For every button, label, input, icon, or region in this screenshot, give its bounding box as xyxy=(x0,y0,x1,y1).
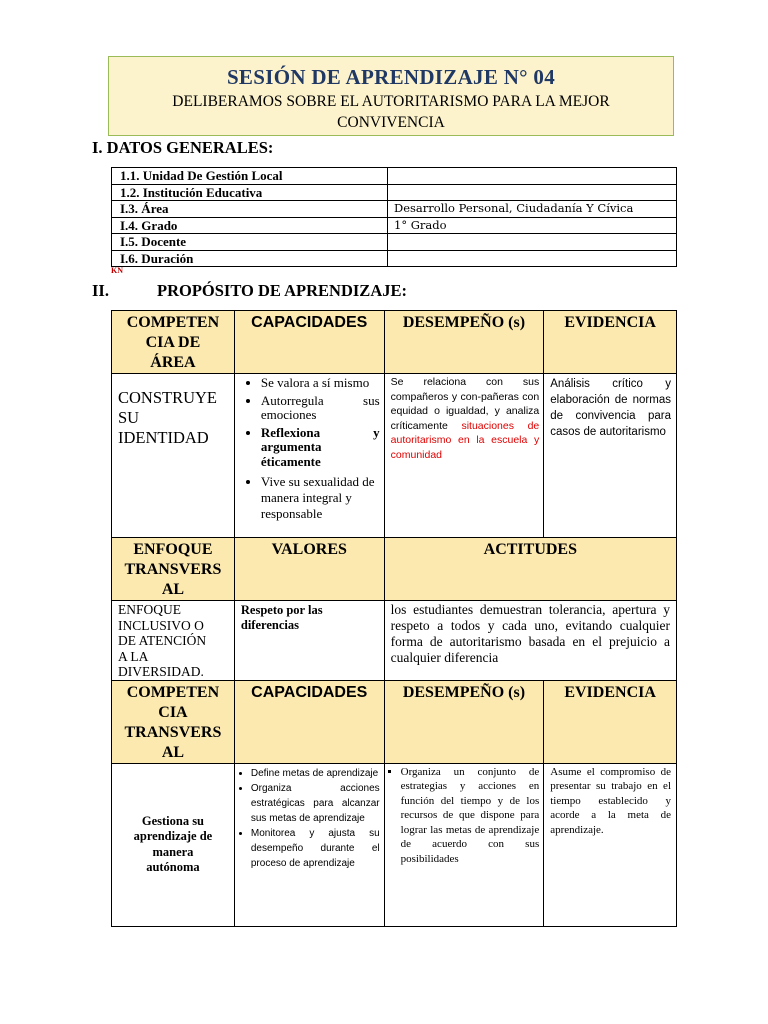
table-row xyxy=(112,763,677,926)
session-subtitle-line1: DELIBERAMOS SOBRE EL AUTORITARISMO PARA LA MEJOR xyxy=(172,93,610,110)
list-item: • Se valora a sí mismo xyxy=(261,376,380,391)
table-row xyxy=(112,601,677,681)
table-row xyxy=(112,217,677,234)
desempeno-cell: Se relaciona con sus compañeros y con-pañeras con equidad o igualdad, y analiza críticamente situaciones de autoritarismo en la escuela y comunidad xyxy=(384,374,544,538)
list-item: • Organiza acciones estratégicas para alcanzar sus metas de aprendizaje xyxy=(251,781,380,826)
title-box xyxy=(108,56,674,136)
section-proposito-heading: PROPÓSITO DE APRENDIZAJE: xyxy=(157,281,407,300)
table-row xyxy=(112,250,677,267)
header-evidencia: EVIDENCIA xyxy=(544,311,677,374)
datos-label: I.3. Área xyxy=(112,201,388,218)
capacidades-cell xyxy=(234,763,384,926)
proposito-table xyxy=(111,310,677,927)
datos-value xyxy=(388,234,677,251)
datos-generales-table xyxy=(111,167,677,267)
header-evidencia: EVIDENCIA xyxy=(544,680,677,763)
table-row xyxy=(112,184,677,201)
datos-label: 1.2. Institución Educativa xyxy=(112,184,388,201)
competencia-transversal-cell: Gestiona su aprendizaje de manera autónoma xyxy=(112,763,235,926)
enfoque-cell: ENFOQUE INCLUSIVO O DE ATENCIÓN A LA DIVERSIDAD. xyxy=(112,601,235,681)
table-row xyxy=(112,234,677,251)
header-competencia-transversal: COMPETEN CIA TRANSVERS AL xyxy=(112,680,235,763)
datos-value xyxy=(388,184,677,201)
valores-cell: Respeto por las diferencias xyxy=(234,601,384,681)
table-header-row xyxy=(112,680,677,763)
header-desempeno: DESEMPEÑO (s) xyxy=(384,680,544,763)
header-valores: VALORES xyxy=(234,538,384,601)
datos-value: Desarrollo Personal, Ciudadanía Y Cívica xyxy=(388,201,677,218)
kn-mark: KN xyxy=(111,266,123,275)
header-competencia: COMPETEN CIA DE ÁREA xyxy=(112,311,235,374)
session-title: SESIÓN DE APRENDIZAJE N° 04 xyxy=(226,65,556,89)
actitudes-cell: los estudiantes demuestran tolerancia, apertura y respeto a todos y cada uno, evitando cualquier forma de autoritarismo basada en el prejuicio a cualquier diferencia xyxy=(384,601,676,681)
section-datos-heading: I. DATOS GENERALES: xyxy=(92,138,274,157)
list-item: • Reflexiona y argumenta éticamente xyxy=(261,426,380,470)
table-row xyxy=(112,168,677,185)
datos-label: I.6. Duración xyxy=(112,250,388,267)
capacidades-cell xyxy=(234,374,384,538)
desempeno-cell xyxy=(384,763,544,926)
datos-value: 1° Grado xyxy=(388,217,677,234)
competencia-cell: CONSTRUYE SU IDENTIDAD xyxy=(112,374,235,538)
header-actitudes: ACTITUDES xyxy=(384,538,676,601)
evidencia-cell: Análisis crítico y elaboración de normas de convivencia para casos de autoritarismo xyxy=(544,374,677,538)
header-desempeno: DESEMPEÑO (s) xyxy=(384,311,544,374)
table-row xyxy=(112,201,677,218)
evidencia-cell: Asume el compromiso de presentar su trabajo en el tiempo establecido y acorde a la meta de aprendizaje. xyxy=(544,763,677,926)
table-row xyxy=(112,374,677,538)
datos-label: 1.1. Unidad De Gestión Local xyxy=(112,168,388,185)
session-subtitle-line2: CONVIVENCIA xyxy=(337,114,445,131)
list-item: • Autorregula sus emociones xyxy=(261,394,380,423)
section-proposito-number: II. xyxy=(92,281,109,300)
table-header-row xyxy=(112,311,677,374)
header-enfoque: ENFOQUE TRANSVERS AL xyxy=(112,538,235,601)
table-header-row xyxy=(112,538,677,601)
datos-label: I.4. Grado xyxy=(112,217,388,234)
datos-value xyxy=(388,250,677,267)
list-item: • Vive su sexualidad de manera integral y responsable xyxy=(261,474,380,522)
list-item: • Monitorea y ajusta su desempeño durante el proceso de aprendizaje xyxy=(251,826,380,871)
datos-label: I.5. Docente xyxy=(112,234,388,251)
header-capacidades: CAPACIDADES xyxy=(234,680,384,763)
header-capacidades: CAPACIDADES xyxy=(234,311,384,374)
datos-value xyxy=(388,168,677,185)
list-item: ▪ Organiza un conjunto de estrategias y acciones en función del tiempo y de los recursos de que dispone para lograr las metas de aprendizaje de acuerdo con sus posibilidades xyxy=(401,765,540,867)
list-item: • Define metas de aprendizaje xyxy=(251,766,380,781)
